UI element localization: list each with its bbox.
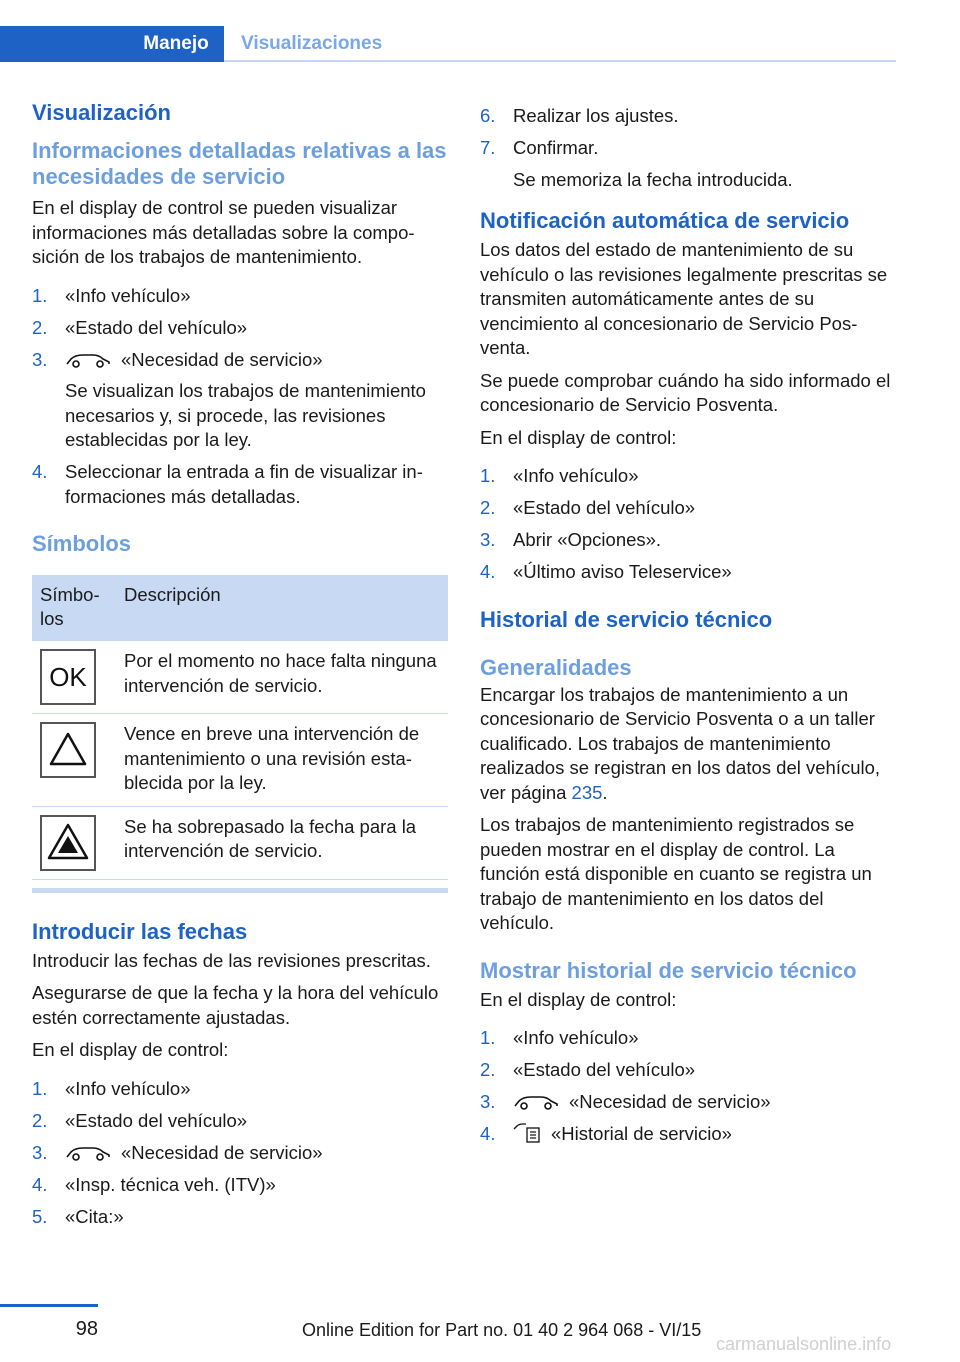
list-item	[480, 1058, 894, 1083]
step-text: «Último aviso Teleservice»	[513, 561, 732, 582]
paragraph-text: Encargar los trabajos de mantenimiento a un concesionario de Servicio Posventa o a un taller cualificado. Los trabajos de mantenimiento realizados se registran en los datos del vehículo, ver página	[480, 683, 881, 803]
heading-info-detalladas: Informaciones detalladas relativas a las necesidades de servicio	[32, 138, 447, 189]
heading-visualizacion: Visualización	[32, 100, 171, 125]
list-item	[480, 136, 894, 192]
step-text: «Insp. técnica veh. (ITV)»	[65, 1173, 276, 1195]
step-subtext: Se visualizan los trabajos de mantenimiento necesarios y, si procede, las revisiones establecidas por la ley.	[65, 380, 426, 450]
symbol-cell	[32, 714, 116, 807]
step-number: 4.	[32, 461, 48, 482]
paragraph	[480, 683, 894, 806]
step-number: 1.	[480, 1027, 496, 1048]
step-number: 2.	[480, 1059, 496, 1080]
ok-symbol-icon	[40, 649, 96, 705]
step-subtext: Se memoriza la fecha introducida.	[513, 168, 793, 190]
description-cell: Por el momento no hace falta ninguna intervención de servicio.	[116, 641, 448, 714]
step-text: «Info vehículo»	[65, 1077, 191, 1099]
tab-manejo[interactable]: Manejo	[128, 26, 224, 62]
car-service-icon	[65, 1145, 111, 1161]
step-text: «Info vehículo»	[513, 1027, 639, 1048]
step-text: «Historial de servicio»	[551, 1123, 732, 1144]
step-number: 2.	[480, 497, 496, 518]
step-number: 4.	[480, 1123, 496, 1144]
watermark: carmanualsonline.info	[716, 1334, 892, 1354]
step-number: 1.	[480, 465, 496, 486]
paragraph: Los datos del estado de mantenimiento de su vehículo o las revisiones legalmente prescritas se transmiten automáticamente antes de su vencimiento al concesionario de Servicio Posventa.	[480, 239, 888, 358]
service-history-icon	[513, 1123, 541, 1143]
list-item	[480, 1122, 894, 1147]
step-text: «Estado del vehículo»	[513, 497, 696, 518]
step-text: «Estado del vehículo»	[65, 1109, 248, 1131]
step-text: Seleccionar la entrada a fin de visualizar informaciones más detalladas.	[65, 461, 423, 507]
svg-text:OK: OK	[49, 662, 87, 692]
step-number: 2.	[32, 316, 48, 338]
car-service-icon	[513, 1094, 559, 1110]
column-header-symbols: Símbolos	[32, 575, 116, 641]
header-accent-block	[0, 26, 128, 62]
step-number: 3.	[480, 529, 496, 550]
intro-paragraph: En el display de control se pueden visualizar informaciones más detalladas sobre la composición de los trabajos de mantenimiento.	[32, 197, 415, 267]
list-item	[480, 560, 894, 585]
paragraph: Introducir las fechas de las revisiones prescritas.	[32, 949, 431, 971]
steps-list-1	[32, 284, 448, 510]
steps-list-4	[480, 1026, 894, 1147]
step-text: «Necesidad de servicio»	[121, 348, 323, 370]
car-service-icon	[65, 352, 111, 368]
paragraph: En el display de control:	[480, 988, 677, 1010]
step-number: 1.	[32, 284, 48, 306]
list-item	[32, 1173, 448, 1198]
list-item	[32, 1109, 448, 1134]
paragraph: Los trabajos de mantenimiento registrados se pueden mostrar en el display de control. La función está disponible en cuanto se registra un trabajo de mantenimiento en los datos del vehículo.	[480, 814, 872, 933]
step-number: 1.	[32, 1077, 48, 1099]
step-number: 7.	[480, 137, 496, 158]
paragraph: En el display de control:	[32, 1039, 229, 1060]
step-text: «Estado del vehículo»	[513, 1059, 696, 1080]
step-number: 4.	[480, 561, 496, 582]
footer-rule	[0, 1304, 98, 1307]
paragraph: Se puede comprobar cuándo ha sido informado el concesionario de Servicio Posventa.	[480, 369, 891, 415]
step-number: 6.	[480, 105, 496, 126]
heading-generalidades: Generalidades	[480, 654, 632, 680]
table-row	[32, 714, 448, 807]
step-text: «Info vehículo»	[513, 465, 639, 486]
paragraph: En el display de control:	[480, 426, 677, 448]
steps-list-continued	[480, 104, 894, 192]
list-item	[480, 496, 894, 521]
page-number: 98	[75, 1318, 98, 1340]
step-number: 5.	[32, 1205, 48, 1227]
right-column	[480, 100, 894, 1154]
column-header-description: Descripción	[116, 575, 448, 641]
heading-historial: Historial de servicio técnico	[480, 606, 773, 632]
symbol-cell	[32, 806, 116, 879]
warning-triangle-icon	[40, 722, 96, 778]
header-bar	[0, 0, 896, 62]
heading-simbolos: Símbolos	[32, 531, 132, 556]
list-item	[32, 460, 448, 509]
list-item	[32, 284, 448, 309]
list-item	[480, 528, 894, 553]
list-item	[480, 104, 894, 129]
step-number: 3.	[480, 1091, 496, 1112]
left-column	[32, 100, 448, 1237]
tab-visualizaciones[interactable]: Visualizaciones	[241, 33, 383, 54]
paragraph-text: .	[602, 781, 608, 803]
list-item	[480, 1090, 894, 1115]
step-text: Realizar los ajustes.	[513, 105, 679, 126]
step-number: 2.	[32, 1109, 48, 1131]
step-text: «Estado del vehículo»	[65, 316, 248, 338]
list-item	[32, 1141, 448, 1166]
list-item	[480, 1026, 894, 1051]
list-item	[32, 1205, 448, 1230]
paragraph: Asegurarse de que la fecha y la hora del vehículo estén correctamente ajustadas.	[32, 982, 439, 1028]
list-item	[32, 316, 448, 341]
header-rule	[224, 60, 896, 62]
edition-line: Online Edition for Part no. 01 40 2 964 068 - VI/15	[302, 1320, 702, 1340]
page-reference-link[interactable]: 235	[571, 781, 603, 803]
step-text: «Cita:»	[65, 1205, 124, 1227]
heading-notificacion: Notificación automática de servicio	[480, 208, 850, 233]
description-cell: Se ha sobrepasado la fecha para la intervención de servicio.	[116, 806, 448, 879]
step-number: 3.	[32, 1141, 48, 1163]
step-text: Confirmar.	[513, 137, 599, 158]
heading-mostrar-historial: Mostrar historial de servicio técnico	[480, 957, 857, 983]
table-row	[32, 641, 448, 714]
steps-list-3	[480, 464, 894, 585]
list-item	[32, 1077, 448, 1102]
step-text: «Necesidad de servicio»	[121, 1141, 323, 1163]
step-number: 3.	[32, 348, 48, 370]
list-item	[480, 464, 894, 489]
symbols-table	[32, 575, 448, 880]
step-text: «Necesidad de servicio»	[569, 1091, 771, 1112]
table-bottom-rule	[32, 888, 448, 893]
heading-introducir: Introducir las fechas	[32, 918, 248, 944]
overdue-triangle-icon	[40, 815, 96, 871]
step-text: «Info vehículo»	[65, 284, 191, 306]
steps-list-2	[32, 1077, 448, 1230]
step-number: 4.	[32, 1173, 48, 1195]
symbol-cell	[32, 641, 116, 714]
list-item	[32, 348, 448, 453]
table-row	[32, 806, 448, 879]
description-cell: Vence en breve una intervención de mantenimiento o una revisión establecida por la ley.	[116, 714, 448, 807]
step-text: Abrir «Opciones».	[513, 529, 662, 550]
table-header-row	[32, 575, 448, 641]
